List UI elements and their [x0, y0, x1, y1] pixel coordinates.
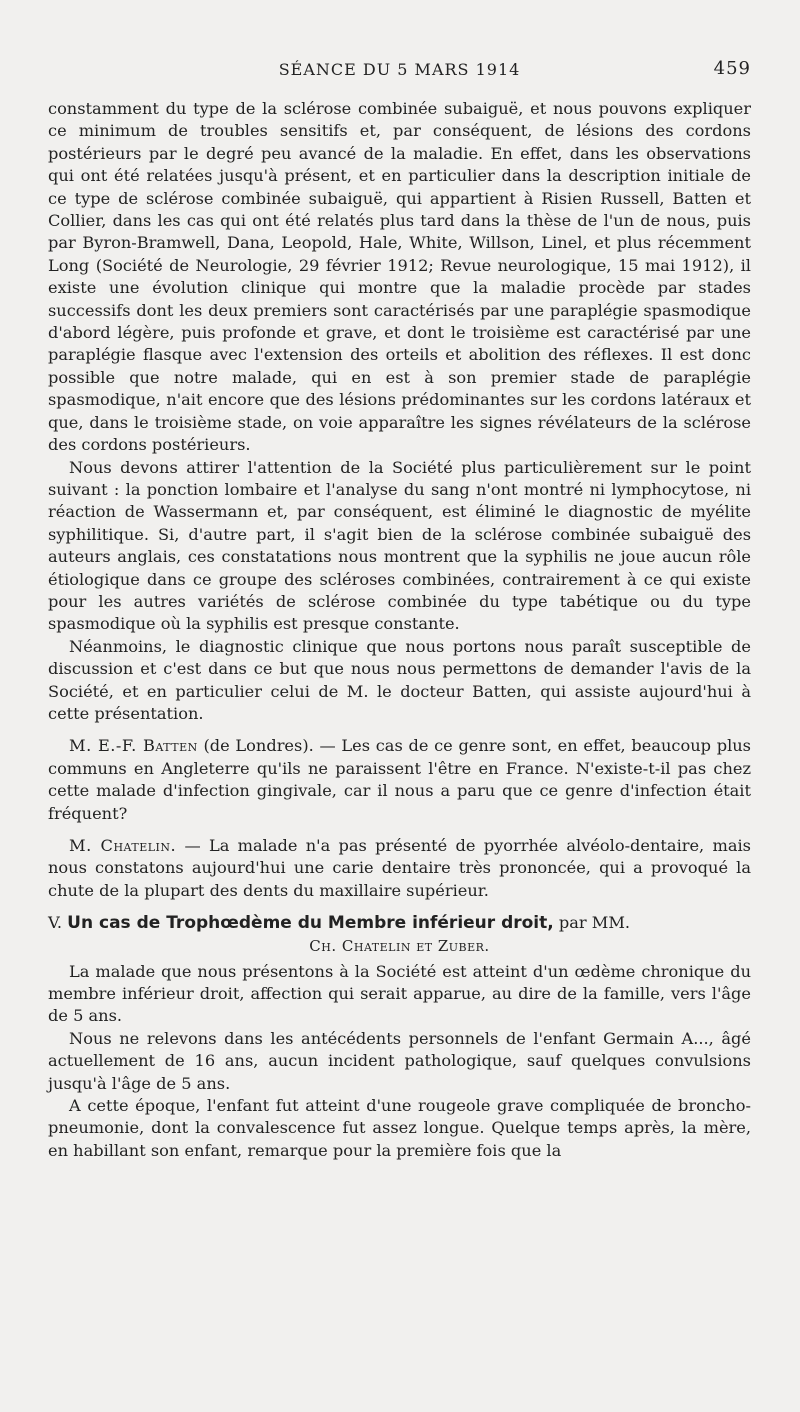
paragraph-1: constamment du type de la sclérose combinée subaiguë, et nous pouvons expliquer ce minimum de troubles sensitifs et, par conséquent, de lésions des cordons postérieurs par le degré peu avancé de la maladie. En effet, dans les observations qui ont été relatées jusqu'à présent, et en particulier dans la description initiale de ce type de sclérose combinée subaiguë, qui appartient à Risien Russell, Batten et Collier, dans les cas qui ont été relatés plus tard dans la thèse de l'un de nous, puis par Byron-Bramwell, Dana, Leopold, Hale, White, Willson, Linel, et plus récemment Long (Société de Neurologie, 29 février 1912; Revue neurologique, 15 mai 1912), il existe une évolution clinique qui montre que la maladie procède par stades successifs dont les deux premiers sont caractérisés par une paraplégie spasmodique d'abord légère, puis profonde et grave, et dont le troisième est caractérisé par une paraplégie flasque avec l'extension des orteils et abolition des réflexes. Il est donc possible que notre malade, qui en est à son premier stade de paraplégie spasmodique, n'ait encore que des lésions prédominantes sur les cordons latéraux et que, dans le troisième stade, on voie apparaître les signes révélateurs de la sclérose des cordons postérieurs.: [48, 99, 751, 455]
speaker-chatelin: M. Chatelin.: [69, 836, 177, 855]
section-number: V.: [48, 913, 63, 933]
paragraph-3: Néanmoins, le diagnostic clinique que nous portons nous paraît susceptible de discussion et c'est dans ce but que nous nous permettons de demander l'avis de la Société, et en particulier celui de M. le docteur Batten, qui assiste aujourd'hui à cette présentation.: [48, 636, 751, 723]
article-body: [48, 98, 751, 1162]
speaker-batten: M. E.-F. Batten: [69, 736, 198, 756]
paragraph-batten: [48, 735, 751, 825]
paragraph-6: La malade que nous présentons à la Société est atteint d'un œdème chronique du membre inférieur droit, affection qui serait apparue, au dire de la famille, vers l'âge de 5 ans.: [48, 961, 751, 1026]
page-number: 459: [713, 58, 751, 79]
section-by: par MM.: [558, 913, 631, 933]
running-title: SÉANCE DU 5 MARS 1914: [278, 60, 521, 79]
paragraph-7: Nous ne relevons dans les antécédents personnels de l'enfant Germain A..., âgé actuellement de 16 ans, aucun incident pathologique, sauf quelques convulsions jusqu'à l'âge de 5 ans.: [48, 1028, 751, 1093]
running-head: [48, 58, 751, 88]
paragraph-chatelin: [48, 835, 751, 902]
section-authors: Ch. Chatelin et Zuber.: [309, 936, 490, 955]
batten-text: (de Londres). — Les cas de ce genre sont, en effet, beaucoup plus communs en Angleterre qu'ils ne paraissent l'être en France. N'existe-t-il pas chez cette malade d'infection gingivale, car il nous a paru que ce genre d'infection était fréquent?: [48, 736, 751, 823]
paragraph-8: A cette époque, l'enfant fut atteint d'une rougeole grave compliquée de broncho-pneumonie, dont la convalescence fut assez longue. Quelque temps après, la mère, en habillant son enfant, remarque pour la première fois que la: [48, 1096, 751, 1160]
section-title: Un cas de Trophœdème du Membre inférieur droit,: [67, 913, 554, 934]
chatelin-text: — La malade n'a pas présenté de pyorrhée alvéolo-dentaire, mais nous constatons aujourd'hui une carie dentaire très prononcée, qui a provoqué la chute de la plupart des dents du maxillaire supérieur.: [48, 836, 751, 900]
section-heading: [48, 912, 751, 934]
document-page: [48, 58, 751, 1162]
paragraph-2: Nous devons attirer l'attention de la Société plus particulièrement sur le point suivant : la ponction lombaire et l'analyse du sang n'ont montré ni lymphocytose, ni réaction de Wassermann et, par conséquent, est éliminé le diagnostic de myélite syphilitique. Si, d'autre part, il s'agit bien de la sclérose combinée subaiguë des auteurs anglais, ces constatations nous montrent que la syphilis ne joue aucun rôle étiologique dans ce groupe des scléroses combinées, contrairement à ce qui existe pour les autres variétés de sclérose combinée du type tabétique ou du type spasmodique où la syphilis est presque constante.: [48, 457, 751, 634]
